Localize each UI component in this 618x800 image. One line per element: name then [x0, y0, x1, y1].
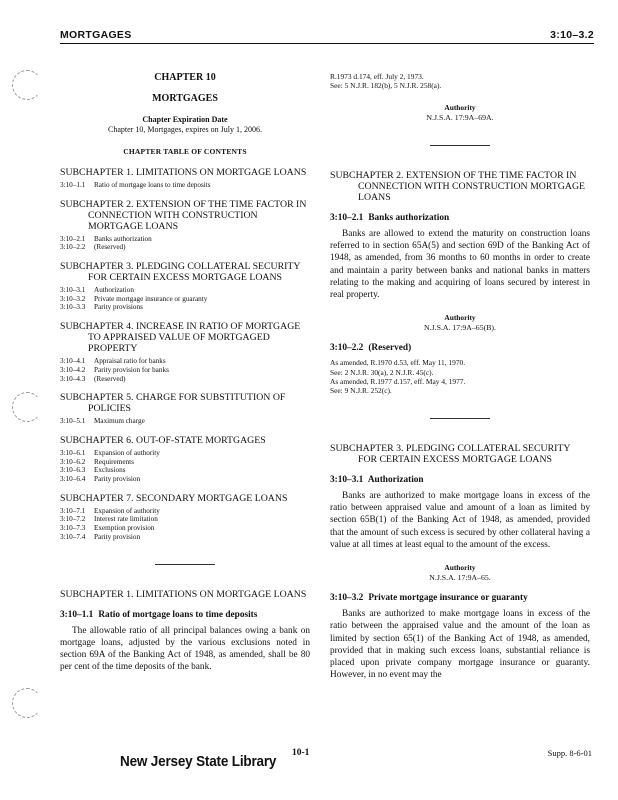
toc-subchapter-heading: SUBCHAPTER 6. OUT-OF-STATE MORTGAGES: [60, 434, 266, 446]
toc-entry-title: (Reserved): [94, 374, 126, 383]
section-body: Banks are authorized to make mortgage loans in excess of the ratio between appraised value and amount of a loan as limited by section 65B(1) of the Banking Act of 1948, as amended, provided that the amount of such excess is secured by other collateral having a value at all times at least equal to the amount of the excess.: [330, 490, 590, 550]
toc-section-list: [60, 357, 310, 383]
divider-rule: [430, 418, 490, 419]
section-heading: [60, 609, 310, 621]
toc-entry: [60, 243, 310, 252]
section-heading: [330, 212, 590, 224]
history-note: R.1973 d.174, eff. July 2, 1973. See: 5 N.J.R. 182(b), 5 N.J.R. 258(a).: [330, 72, 442, 91]
toc-entry-number: 3:10–6.2: [60, 457, 86, 466]
section-number: 3:10–2.1: [330, 212, 364, 223]
toc-entry-title: (Reserved): [94, 243, 126, 252]
table-of-contents: [60, 167, 310, 542]
toc-entry-number: 3:10–7.4: [60, 532, 86, 541]
toc-entry-title: Exemption provision: [94, 524, 155, 533]
toc-entry-title: Parity provisions: [94, 303, 143, 312]
toc-entry: [60, 303, 310, 312]
toc-entry-number: 3:10–3.1: [60, 286, 86, 294]
section-title: Banks authorization: [368, 212, 450, 223]
toc-entry-title: Maximum charge: [94, 417, 145, 426]
left-column: [60, 72, 310, 674]
punch-hole-mark: [12, 688, 42, 718]
section-heading: [330, 342, 590, 354]
authority-citation: N.J.S.A. 17:9A–69A.: [426, 112, 494, 122]
toc-entry: [60, 458, 310, 467]
toc-entry-title: Parity provision: [94, 475, 141, 484]
toc-entry: [60, 357, 310, 366]
toc-entry-number: 3:10–3.2: [60, 294, 86, 303]
authority-heading: Authority: [444, 562, 476, 572]
toc-entry: [60, 507, 310, 516]
toc-entry-number: 3:10–6.1: [60, 448, 86, 457]
chapter-number: CHAPTER 10: [154, 72, 216, 83]
toc-entry-number: 3:10–2.2: [60, 243, 86, 252]
toc-entry: [60, 515, 310, 524]
toc-entry-number: 3:10–4.2: [60, 365, 86, 374]
supplement-date: Supp. 8-6-01: [547, 748, 592, 758]
toc-subchapter-heading: SUBCHAPTER 7. SECONDARY MORTGAGE LOANS: [60, 492, 288, 504]
toc-entry-title: Private mortgage insurance or guaranty: [94, 294, 208, 303]
section-number: 3:10–1.1: [60, 609, 94, 620]
toc-section-list: [60, 235, 310, 252]
toc-entry-number: 3:10–2.1: [60, 234, 86, 243]
toc-heading: CHAPTER TABLE OF CONTENTS: [123, 146, 247, 156]
authority-heading: Authority: [444, 102, 476, 112]
toc-entry-title: Interest rate limitation: [94, 515, 158, 524]
toc-entry-title: Exclusions: [94, 466, 126, 475]
chapter-title: MORTGAGES: [152, 93, 218, 105]
section-title: Authorization: [367, 474, 424, 485]
toc-section-list: [60, 286, 310, 312]
toc-entry: [60, 533, 310, 542]
section-heading: [330, 474, 590, 486]
toc-entry-title: Parity provision: [94, 532, 141, 541]
section-title: Ratio of mortgage loans to time deposits: [98, 609, 258, 620]
section-body: Banks are authorized to make mortgage loans in excess of the ratio between the appraised value and the amount of the loan as limited by section 65(1) of the Banking Act of 1948, as amended, provided that in making such excess loans, substantial reliance is placed upon private company mortgage insurance or guaranty. However, in no event may the: [330, 609, 590, 681]
section-title: Private mortgage insurance or guaranty: [368, 592, 528, 603]
expiration-heading: Chapter Expiration Date: [142, 114, 228, 124]
toc-entry-title: Banks authorization: [94, 234, 152, 243]
toc-entry-number: 3:10–7.3: [60, 524, 86, 533]
punch-hole-mark: [12, 392, 42, 422]
toc-entry-number: 3:10–7.1: [60, 506, 86, 515]
toc-entry: [60, 524, 310, 533]
section-number: 3:10–3.1: [330, 474, 364, 485]
toc-entry-number: 3:10–7.2: [60, 515, 86, 524]
section-heading: [330, 592, 590, 604]
toc-entry: [60, 375, 310, 384]
toc-entry: [60, 286, 310, 295]
toc-entry: [60, 366, 310, 375]
right-column: [330, 72, 590, 681]
toc-entry-number: 3:10–6.3: [60, 466, 86, 475]
toc-subchapter-heading: SUBCHAPTER 5. CHARGE FOR SUBSTITUTION OF POLICIES: [60, 392, 286, 415]
toc-entry-title: Parity provision for banks: [94, 365, 169, 374]
authority-citation: N.J.S.A. 17:9A–65.: [429, 572, 491, 582]
toc-entry-title: Expansion of authority: [94, 448, 160, 457]
authority-heading: Authority: [444, 313, 476, 323]
toc-entry: [60, 417, 310, 426]
section-number: 3:10–2.2: [330, 343, 364, 354]
section-title: (Reserved): [368, 343, 412, 354]
toc-entry-title: Requirements: [94, 457, 134, 466]
toc-subchapter-heading: SUBCHAPTER 1. LIMITATIONS ON MORTGAGE LOANS: [60, 166, 307, 178]
section-body: Banks are allowed to extend the maturity on construction loans referred to in section 65A(5) and section 69D of the Banking Act of 1948, as amended, from 36 months to 60 months in order to create and maintain a parity between banks and national banks in matters relating to the making and acquiring of loans secured by interest in real property.: [330, 228, 590, 300]
toc-entry-number: 3:10–6.4: [60, 475, 86, 484]
toc-section-list: [60, 507, 310, 542]
toc-entry-number: 3:10–5.1: [60, 417, 86, 426]
section-body: The allowable ratio of all principal balances owing a bank on mortgage loans, adjusted by the various exclusions noted in section 69A of the Banking Act of 1948, as amended, shall be 80 per cent of the time deposits of the bank.: [60, 625, 310, 673]
toc-entry-number: 3:10–3.3: [60, 303, 86, 312]
toc-entry-number: 3:10–4.1: [60, 357, 86, 366]
toc-entry: [60, 466, 310, 475]
divider-rule: [430, 145, 490, 146]
history-note: As amended, R.1970 d.53, eff. May 11, 1970. See: 2 N.J.R. 30(a), 2 N.J.R. 45(c). As amended, R.1977 d.157, eff. May 4, 1977. See: 9 N.J.R. 252(c).: [330, 358, 466, 396]
toc-entry: [60, 449, 310, 458]
toc-entry-title: Ratio of mortgage loans to time deposits: [94, 180, 211, 189]
divider-rule: [155, 564, 215, 565]
toc-section-list: [60, 449, 310, 484]
page-number: 10-1: [292, 748, 310, 758]
toc-subchapter-heading: SUBCHAPTER 3. PLEDGING COLLATERAL SECURITY FOR CERTAIN EXCESS MORTGAGE LOANS: [60, 261, 301, 283]
running-header: [60, 24, 594, 44]
authority-citation: N.J.S.A. 17:9A–65(B).: [424, 323, 496, 333]
expiration-text: Chapter 10, Mortgages, expires on July 1, 2006.: [108, 124, 262, 134]
subchapter-3-heading: SUBCHAPTER 3. PLEDGING COLLATERAL SECURITY FOR CERTAIN EXCESS MORTGAGE LOANS: [330, 442, 571, 465]
toc-entry: [60, 475, 310, 484]
toc-section-list: [60, 181, 310, 190]
toc-entry-title: Appraisal ratio for banks: [94, 357, 166, 366]
section-number: 3:10–3.2: [330, 592, 364, 603]
toc-entry-title: Expansion of authority: [94, 506, 160, 515]
toc-subchapter-heading: SUBCHAPTER 2. EXTENSION OF THE TIME FACTOR IN CONNECTION WITH CONSTRUCTION MORTGAGE LOANS: [60, 198, 307, 232]
subchapter-2-heading: SUBCHAPTER 2. EXTENSION OF THE TIME FACTOR IN CONNECTION WITH CONSTRUCTION MORTGAGE LOANS: [330, 169, 585, 203]
subchapter-1-heading: SUBCHAPTER 1. LIMITATIONS ON MORTGAGE LOANS: [60, 588, 307, 600]
toc-entry: [60, 235, 310, 244]
toc-entry: [60, 295, 310, 304]
toc-section-list: [60, 417, 310, 426]
punch-hole-mark: [12, 70, 42, 100]
library-stamp: New Jersey State Library: [120, 753, 277, 770]
header-section-range: 3:10–3.2: [550, 29, 594, 41]
toc-entry-number: 3:10–4.3: [60, 374, 86, 383]
toc-entry-title: Authorization: [94, 286, 134, 294]
toc-entry-number: 3:10–1.1: [60, 180, 86, 189]
header-title: MORTGAGES: [60, 29, 132, 41]
toc-subchapter-heading: SUBCHAPTER 4. INCREASE IN RATIO OF MORTGAGE TO APPRAISED VALUE OF MORTGAGED PROPERTY: [60, 321, 301, 355]
toc-entry: [60, 181, 310, 190]
